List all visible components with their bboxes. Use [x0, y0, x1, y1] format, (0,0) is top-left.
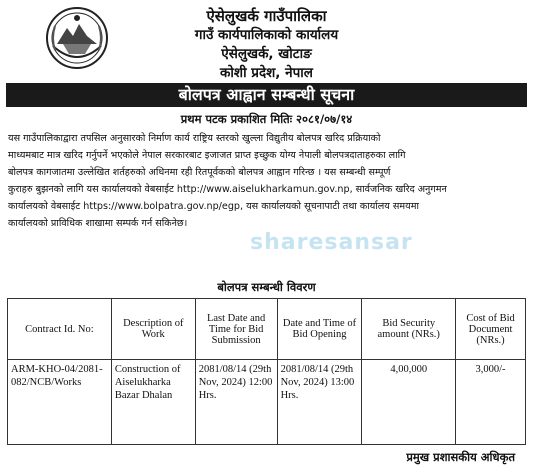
- office-name: गाउँ कार्यपालिकाको कार्यालय: [194, 27, 339, 43]
- body-line: यस गाउँपालिकाद्वारा तपसिल अनुसारको निर्माण कार्य राष्ट्रिय स्तरको खुल्ला विद्युतीय बोलपत्र खरिद प्रक्रियाको: [8, 133, 381, 144]
- cell-description: Construction of Aiselukharka Bazar Dhalan: [111, 360, 195, 445]
- table-header-row: [8, 299, 526, 360]
- province-country: कोशी प्रदेश, नेपाल: [220, 65, 313, 81]
- municipality-name: ऐसेलुखर्क गाउँपालिका: [206, 7, 327, 25]
- body-line-with-link[interactable]: कार्यालयको वेबसाईट https://www.bolpatra.gov.np/egp, यस कार्यालयको सूचनापाटी तथा कार्यालय समयमा: [8, 201, 419, 212]
- header-bid-security: Bid Security amount (NRs.): [362, 299, 456, 360]
- notice-body: [8, 130, 526, 232]
- header-document-cost: Cost of Bid Document (NRs.): [456, 299, 526, 360]
- body-line: बोलपत्र कागजातमा उल्लेखित शर्तहरुको अधिनमा रही रितपूर्वकको बोलपत्र आह्वान गरिन्छ । यस सम्बन्धी सम्पूर्ण: [8, 167, 391, 178]
- cell-opening-date: 2081/08/14 (29th Nov, 2024) 13:00 Hrs.: [277, 360, 362, 445]
- body-line-with-link[interactable]: कुराहरु बुझनको लागि यस कार्यालयको वेबसाईट http://www.aiselukharkamun.gov.np, सार्वजनिक खरिद अनुगमन: [8, 184, 447, 195]
- bid-details-table: [7, 298, 526, 445]
- table-heading: बोलपत्र सम्बन्धी विवरण: [217, 280, 316, 294]
- cell-contract-id: ARM-KHO-04/2081-082/NCB/Works: [8, 360, 112, 445]
- body-line: माध्यमबाट मात्र खरिद गर्नुपर्ने भएकोले नेपाल सरकारबाट इजाजत प्राप्त इच्छुक योग्य नेपाली बोलपत्रदाताहरुका लागि: [8, 150, 406, 161]
- cell-bid-security: 4,00,000: [362, 360, 456, 445]
- body-line: कार्यालयको प्राविधिक शाखामा सम्पर्क गर्न सकिनेछ।: [8, 218, 188, 229]
- notice-title: बोलपत्र आह्वान सम्बन्धी सूचना: [6, 83, 527, 107]
- publish-date: प्रथम पटक प्रकाशित मितिः २०८१/०७/१४: [180, 112, 353, 126]
- header-opening-date: Date and Time of Bid Opening: [277, 299, 362, 360]
- header-submission-date: Last Date and Time for Bid Submission: [195, 299, 277, 360]
- header-description: Description of Work: [111, 299, 195, 360]
- cell-document-cost: 3,000/-: [456, 360, 526, 445]
- table-row: [8, 360, 526, 445]
- office-address: ऐसेलुखर्क, खोटाङ: [221, 46, 312, 62]
- header-contract-id: Contract Id. No:: [8, 299, 112, 360]
- signatory-title: प्रमुख प्रशासकीय अधिकृत: [406, 450, 515, 464]
- watermark: sharesansar: [250, 230, 413, 255]
- cell-submission-date: 2081/08/14 (29th Nov, 2024) 12:00 Hrs.: [195, 360, 277, 445]
